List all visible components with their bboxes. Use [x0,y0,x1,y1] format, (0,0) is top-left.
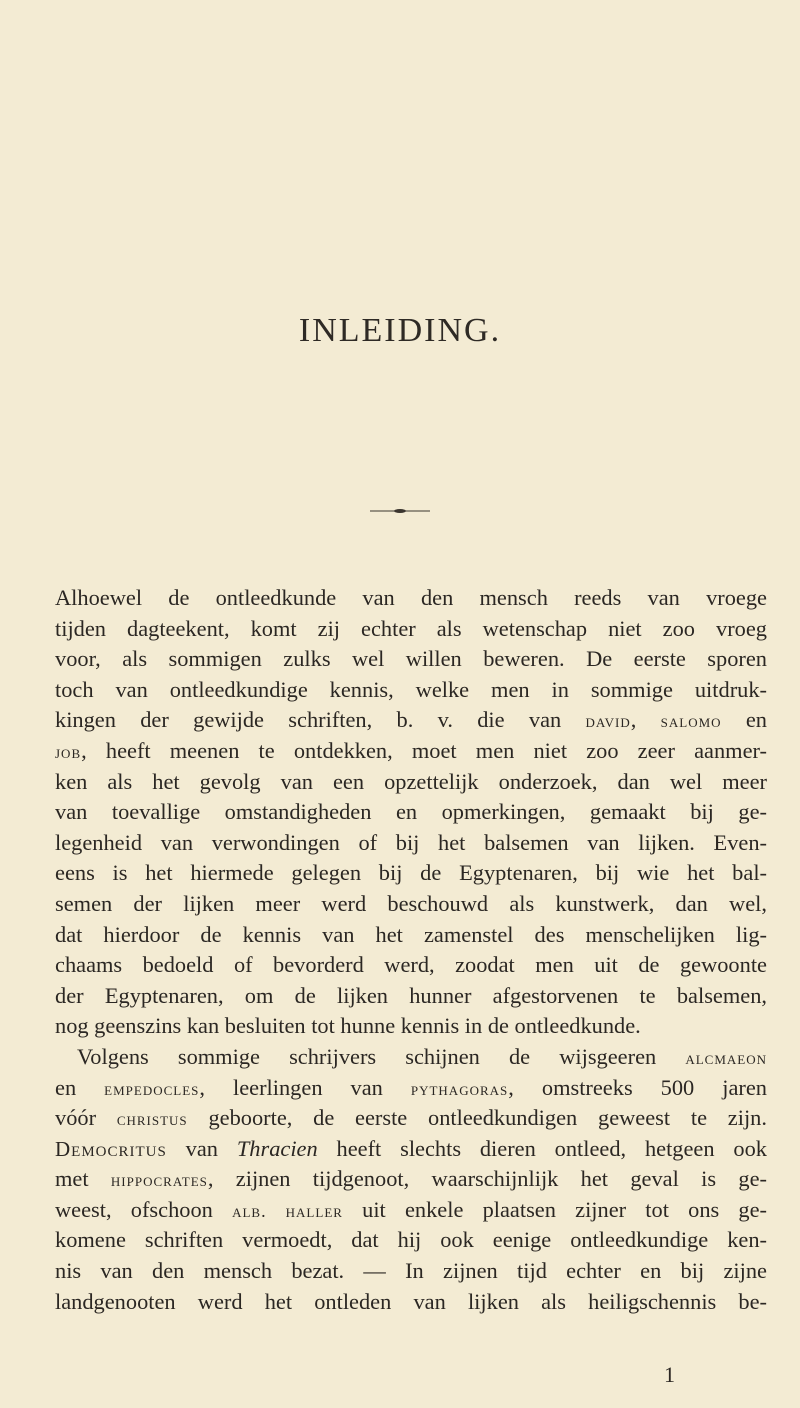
text-line: semen der lijken meer werd beschouwd als kunstwerk, dan wel, [55,890,767,916]
ornament-rule [370,508,430,514]
text-line: komene schriften vermoedt, dat hij ook eenige ontleedkundige ken- [55,1227,767,1253]
text-line: weest, ofschoon alb. haller uit enkele plaatsen zijner tot ons ge- [55,1196,768,1222]
text-line: vóór christus geboorte, de eerste ontleedkundigen geweest te zijn. [55,1105,767,1131]
page-number: 1 [664,1362,675,1387]
name-empedocles: empedocles [104,1078,200,1099]
text-line: toch van ontleedkundige kennis, welke men in sommige uitdruk- [55,676,767,702]
text-line: nog geenszins kan besluiten tot hunne kennis in de ontleedkunde. [55,1013,641,1039]
text-line: eens is het hiermede gelegen bij de Egyptenaren, bij wie het bal- [55,860,767,886]
text-line: kingen der gewijde schriften, b. v. die van david, salomo en [55,707,767,733]
name-salomo: salomo [660,711,722,732]
text-line: Volgens sommige schrijvers schijnen de wijsgeeren alcmaeon [77,1043,767,1069]
place-thracien: Thracien [236,1135,318,1161]
text-line: tijden dagteekent, komt zij echter als wetenschap niet zoo vroeg [55,615,767,641]
text-line: ken als het gevolg van een opzettelijk onderzoek, dan wel meer [55,768,767,794]
text-line: dat hierdoor de kennis van het zamenstel des menschelijken lig- [55,921,767,947]
name-david: david [585,711,631,732]
name-pythagoras: pythagoras [410,1078,509,1099]
text-line: nis van den mensch bezat. — In zijnen tijd echter en bij zijne [55,1258,767,1284]
text-line: landgenooten werd het ontleden van lijken als heiligschennis be- [55,1288,767,1314]
name-hippocrates: hippocrates [110,1170,208,1191]
name-democritus: Democritus [55,1136,167,1161]
name-job: job [55,741,82,762]
text-line: chaams bedoeld of bevorderd werd, zoodat men uit de gewoonte [55,952,767,978]
chapter-heading: INLEIDING. [298,312,502,349]
text-line: der Egyptenaren, om de lijken hunner afgestorvenen te balsemen, [55,982,767,1008]
text-line [55,583,767,614]
name-alcmaeon: alcmaeon [685,1047,767,1068]
text-line: job, heeft meenen te ontdekken, moet men niet zoo zeer aanmer- [55,737,767,763]
body-text [55,583,767,1317]
name-haller: alb. haller [232,1200,343,1221]
name-christus: christus [116,1109,188,1130]
text-line: voor, als sommigen zulks wel willen beweren. De eerste sporen [55,646,767,672]
text-line: en empedocles, leerlingen van pythagoras, omstreeks 500 jaren [55,1074,767,1100]
text-line: van toevallige omstandigheden en opmerkingen, gemaakt bij ge- [55,799,767,825]
text-line: met hippocrates, zijnen tijdgenoot, waarschijnlijk het geval is ge- [55,1166,767,1192]
line-1: Alhoewel de ontleedkunde van den mensch reeds van vroege [55,585,767,610]
text-line: legenheid van verwondingen of bij het balsemen van lijken. Even- [55,829,767,855]
text-line: Democritus van Thracien heeft slechts dieren ontleed, hetgeen ook [55,1135,767,1161]
